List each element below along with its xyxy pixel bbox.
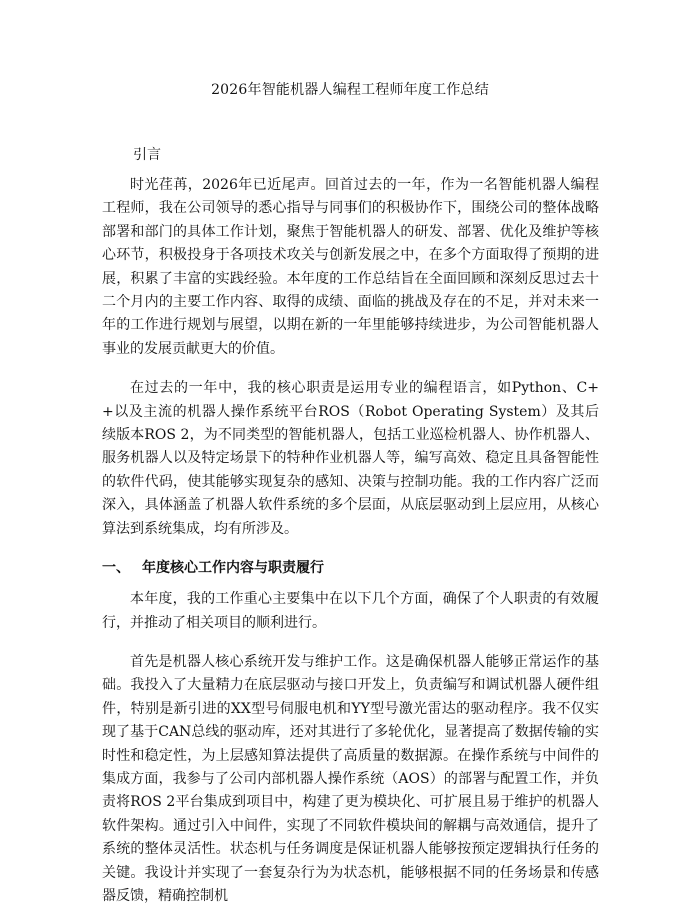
document-title: 2026年智能机器人编程工程师年度工作总结 <box>211 82 489 98</box>
intro-paragraph-1: 时光荏苒，2026年已近尾声。回首过去的一年，作为一名智能机器人编程工程师，我在公司领导的悉心指导与同事们的积极协作下，围绕公司的整体战略部署和部门的具体工作计划，聚焦于智能机器人的研发、部署、优化及维护等核心环节，积极投身于各项技术攻关与创新发展之中，在多个方面取得了预期的进展，积累了丰富的实践经验。本年度的工作总结旨在全面回顾和深刻反思过去十二个月内的主要工作内容、取得的成绩、面临的挑战及存在的不足，并对未来一年的工作进行规划与展望，以期在新的一年里能够持续进步，为公司智能机器人事业的发展贡献更大的价值。 <box>102 177 599 357</box>
section-1-paragraph-2: 首先是机器人核心系统开发与维护工作。这是确保机器人能够正常运作的基础。我投入了大量精力在底层驱动与接口开发上，负责编写和调试机器人硬件组件，特别是新引进的XX型号伺服电机和YY型号激光雷达的驱动程序。我不仅实现了基于CAN总线的驱动库，还对其进行了多轮优化，显著提高了数据传输的实时性和稳定性，为上层感知算法提供了高质量的数据源。在操作系统与中间件的集成方面，我参与了公司内部机器人操作系统（AOS）的部署与配置工作，并负责将ROS 2平台集成到项目中，构建了更为模块化、可扩展且易于维护的机器人软件架构。通过引入中间件，实现了不同软件模块间的解耦与高效通信，提升了系统的整体灵活性。状态机与任务调度是保证机器人能够按预定逻辑执行任务的关键。我设计并实现了一套复杂行为为状态机，能够根据不同的任务场景和传感器反馈，精确控制机 <box>102 653 599 904</box>
document-body <box>102 174 599 924</box>
intro-heading: 引言 <box>133 147 161 163</box>
intro-paragraph-2: 在过去的一年中，我的核心职责是运用专业的编程语言，如Python、C++以及主流的机器人操作系统平台ROS（Robot Operating System）及其后续版本ROS 2，为不同类型的智能机器人，包括工业巡检机器人、协作机器人、服务机器人以及特定场景下的特种作业机器人等，编写高效、稳定且具备智能性的软件代码，使其能够实现复杂的感知、决策与控制功能。我的工作内容广泛而深入，具体涵盖了机器人软件系统的多个层面，从底层驱动到上层应用，从核心算法到系统集成，均有所涉及。 <box>102 380 599 537</box>
section-1-title: 年度核心工作内容与职责履行 <box>142 560 324 577</box>
section-1-heading <box>102 557 599 579</box>
section-1-paragraph-1: 本年度，我的工作重心主要集中在以下几个方面，确保了个人职责的有效履行，并推动了相关项目的顺利进行。 <box>102 591 599 631</box>
section-1-number: 一、 <box>102 560 130 577</box>
